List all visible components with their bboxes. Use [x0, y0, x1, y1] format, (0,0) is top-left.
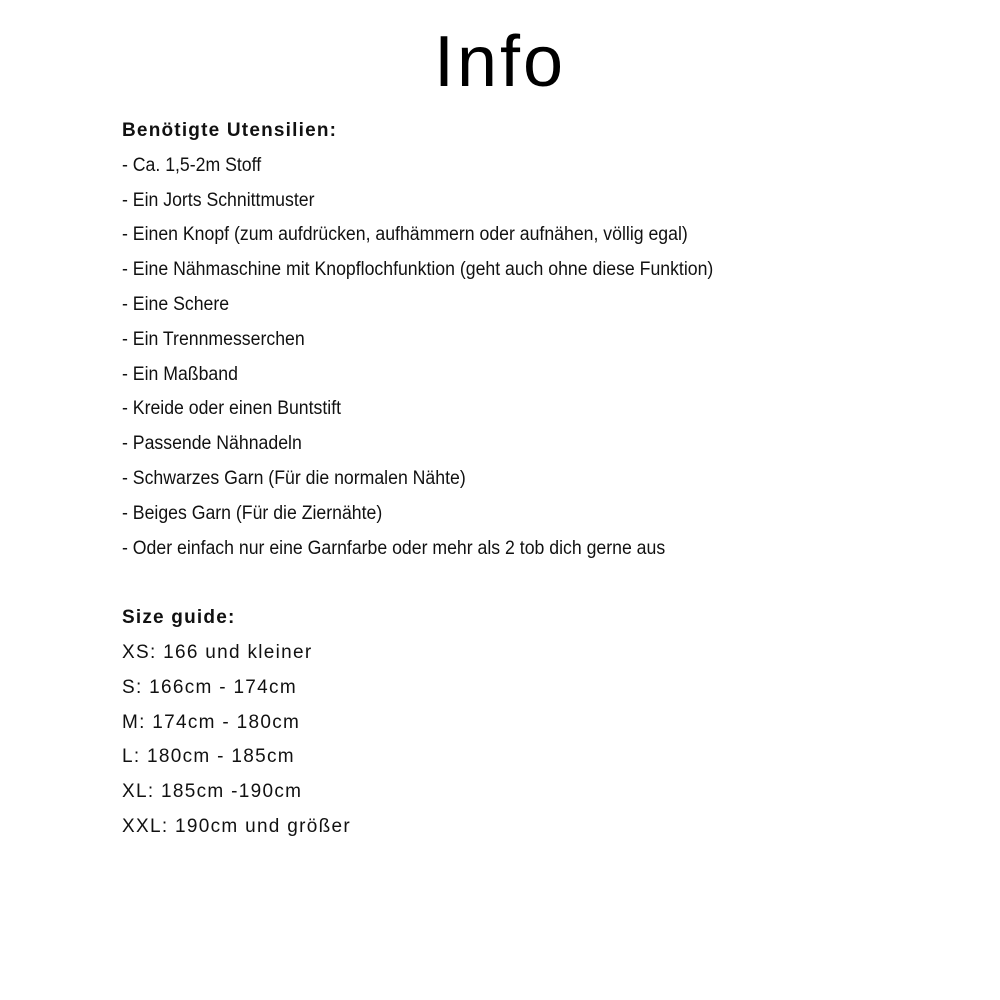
size-guide-heading: Size guide:	[122, 607, 236, 629]
utensils-list	[122, 149, 942, 567]
utensil-item: - Eine Schere	[122, 293, 230, 315]
page-title: Info	[433, 22, 567, 102]
size-item-xxl: XXL: 190cm und größer	[122, 815, 352, 837]
size-item-xl: XL: 185cm -190cm	[122, 781, 303, 803]
utensil-item: - Passende Nähnadeln	[122, 433, 302, 455]
size-item-s: S: 166cm - 174cm	[122, 676, 297, 698]
utensil-item: - Oder einfach nur eine Garnfarbe oder mehr als 2 tob dich gerne aus	[122, 537, 666, 559]
utensils-heading: Benötigte Utensilien:	[122, 120, 338, 141]
utensil-item: - Einen Knopf (zum aufdrücken, aufhämmern oder aufnähen, völlig egal)	[122, 224, 688, 246]
utensil-item: - Kreide oder einen Buntstift	[122, 398, 342, 420]
utensil-item: - Ca. 1,5-2m Stoff	[122, 154, 262, 176]
info-content	[122, 114, 942, 845]
utensil-item: - Ein Maßband	[122, 363, 238, 385]
section-spacer	[122, 566, 942, 601]
size-item-xs: XS: 166 und kleiner	[122, 641, 313, 663]
size-guide-list	[122, 636, 942, 845]
utensil-item: - Ein Jorts Schnittmuster	[122, 189, 315, 211]
utensil-item: - Eine Nähmaschine mit Knopflochfunktion (geht auch ohne diese Funktion)	[122, 259, 714, 281]
size-item-m: M: 174cm - 180cm	[122, 711, 301, 733]
utensil-item: - Beiges Garn (Für die Ziernähte)	[122, 502, 383, 524]
size-item-l: L: 180cm - 185cm	[122, 746, 295, 768]
utensil-item: - Schwarzes Garn (Für die normalen Nähte)	[122, 467, 466, 489]
utensil-item: - Ein Trennmesserchen	[122, 328, 305, 350]
